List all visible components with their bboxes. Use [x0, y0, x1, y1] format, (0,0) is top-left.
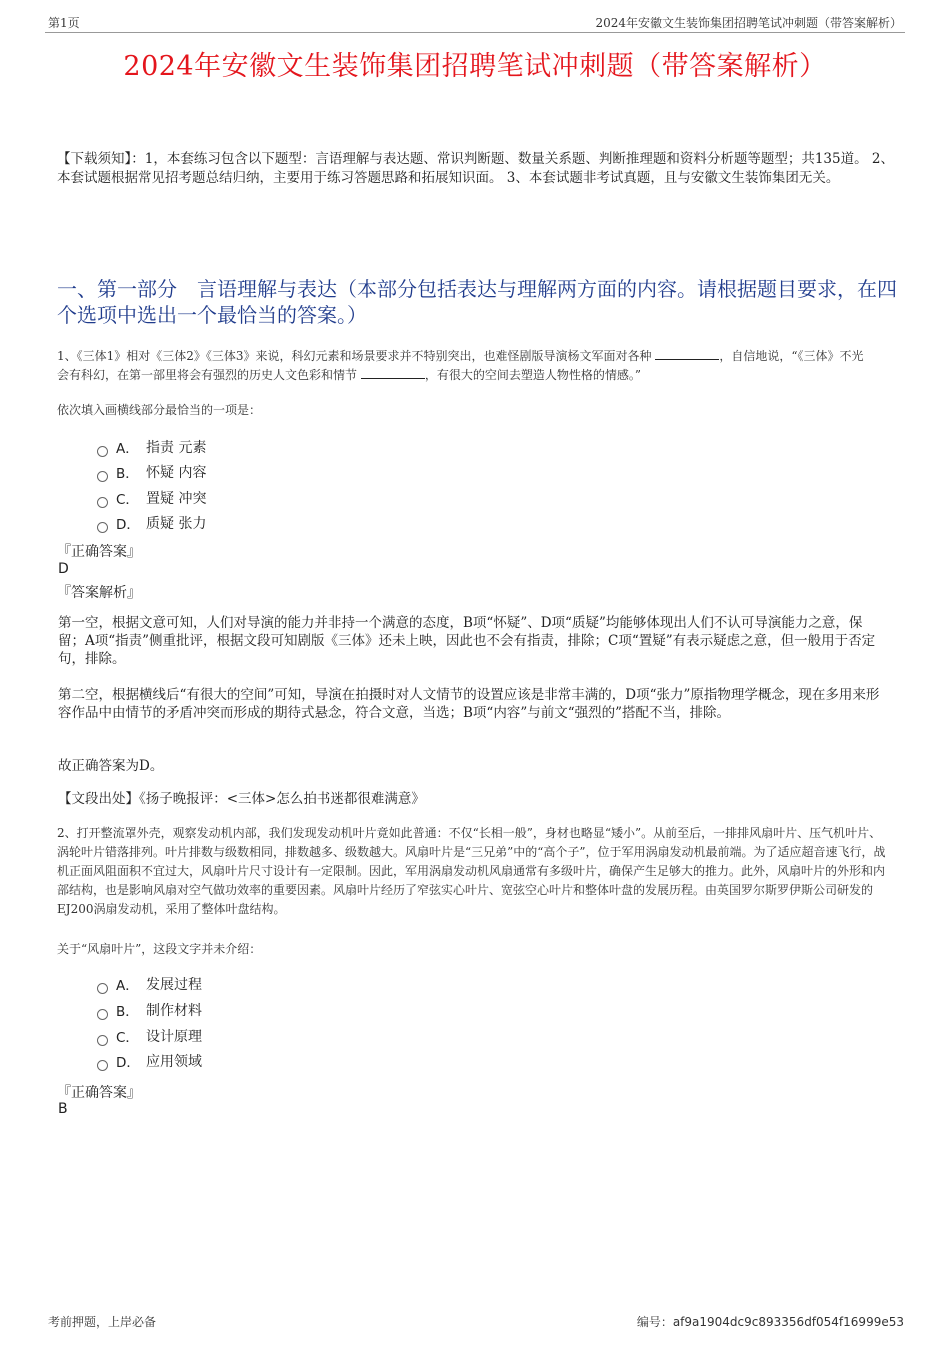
radio-icon[interactable] [97, 1009, 108, 1020]
footer-code: 编号：af9a1904dc9c893356df054f16999e53 [636, 1315, 904, 1329]
q2-option-c[interactable]: C． 设计原理 [97, 1026, 202, 1046]
q1-analysis-label: 『答案解析』 [57, 585, 141, 601]
page-title: 2024年安徽文生装饰集团招聘笔试冲刺题（带答案解析） [123, 51, 827, 82]
fill-blank [655, 347, 719, 360]
q1-option-b[interactable]: B． 怀疑 内容 [97, 462, 206, 482]
q2-answer: B [58, 1101, 68, 1117]
q2-option-b[interactable]: B． 制作材料 [97, 1000, 202, 1020]
radio-icon[interactable] [97, 446, 108, 457]
q2-option-d[interactable]: D． 应用领域 [97, 1051, 202, 1071]
header-doc-title: 2024年安徽文生装饰集团招聘笔试冲刺题（带答案解析） [595, 16, 902, 30]
q1-option-d[interactable]: D． 质疑 张力 [97, 513, 206, 533]
q1-analysis-paragraph: 第一空，根据文意可知，人们对导演的能力并非持一个满意的态度，B项“怀疑”、D项“质疑”均能够体现出人们不认可导演能力之意，保留；A项“指责”侧重批评，根据文段可知剧版《三体》还未上映，因此也不会有指责，排除；C项“置疑”有表示疑虑之意，但一般用于否定句，排除。 [58, 615, 876, 667]
question-2-text: 2、打开整流罩外壳，观察发动机内部，我们发现发动机叶片竟如此普通：不仅“长相一般”，身材也略显“矮小”。从前至后，一排排风扇叶片、压气机叶片、涡轮叶片错落排列。叶片排数与级数相同，排数越多、级数越大。风扇叶片是“三兄弟”中的“高个子”，位于军用涡扇发动机最前端。为了适应超音速飞行，战机正面风阻面积不宜过大，风扇叶片尺寸设计有一定限制。因此，军用涡扇发动机风扇通常有多级叶片，确保产生足够大的推力。此外，风扇叶片的外形和内部结构，也是影响风扇对空气做功效率的重要因素。风扇叶片经历了窄弦实心叶片、宽弦空心叶片和整体叶盘的发展历程。由英国罗尔斯罗伊斯公司研发的EJ200涡扇发动机，采用了整体叶盘结构。 [57, 826, 886, 916]
q1-source: 【文段出处】《扬子晚报评：<三体>怎么拍书迷都很难满意》 [58, 791, 425, 807]
radio-icon[interactable] [97, 522, 108, 533]
q1-option-c[interactable]: C． 置疑 冲突 [97, 488, 206, 508]
radio-icon[interactable] [97, 983, 108, 994]
q1-analysis-conclusion: 故正确答案为D。 [58, 758, 164, 774]
q1-analysis-paragraph: 第二空，根据横线后“有很大的空间”可知，导演在拍摄时对人文情节的设置应该是非常丰满的，D项“张力”原指物理学概念，现在多用来形容作品中由情节的矛盾冲突而形成的期待式悬念，符合文意，当选；B项“内容”与前文“强烈的”搭配不当，排除。 [58, 687, 880, 721]
question-1-text: 1、《三体1》相对《三体2》《三体3》来说，科幻元素和场景要求并不特别突出，也难怪剧版导演杨文军面对各种 ，自信地说，“《三体》不光会有科幻，在第一部里将会有强烈的历史人文色彩和情节 ，有很大的空间去塑造人物性格的情感。” [57, 349, 864, 382]
radio-icon[interactable] [97, 471, 108, 482]
question-1-prompt: 依次填入画横线部分最恰当的一项是： [57, 403, 262, 417]
section-heading: 一、第一部分 言语理解与表达（本部分包括表达与理解两方面的内容。请根据题目要求，在四个选项中选出一个最恰当的答案。） [57, 277, 897, 327]
q1-option-a[interactable]: A． 指责 元素 [97, 437, 206, 457]
q2-answer-label: 『正确答案』 [57, 1085, 141, 1101]
radio-icon[interactable] [97, 497, 108, 508]
question-2-prompt: 关于“风扇叶片”，这段文字并未介绍： [57, 942, 262, 956]
q1-answer-label: 『正确答案』 [57, 544, 141, 560]
radio-icon[interactable] [97, 1035, 108, 1046]
download-notice: 【下载须知】：1，本套练习包含以下题型：言语理解与表达题、常识判断题、数量关系题、判断推理题和资料分析题等题型；共135道。 2、本套试题根据常见招考题总结归纳，主要用于练习答题思路和拓展知识面。 3、本套试题非考试真题，且与安徽文生装饰集团无关。 [57, 151, 894, 186]
fill-blank [361, 366, 425, 379]
q2-option-a[interactable]: A． 发展过程 [97, 974, 202, 994]
header-page-number: 第1页 [48, 16, 80, 30]
radio-icon[interactable] [97, 1060, 108, 1071]
q1-answer: D [58, 561, 69, 577]
footer-slogan: 考前押题，上岸必备 [48, 1315, 157, 1329]
header-divider [45, 32, 905, 33]
